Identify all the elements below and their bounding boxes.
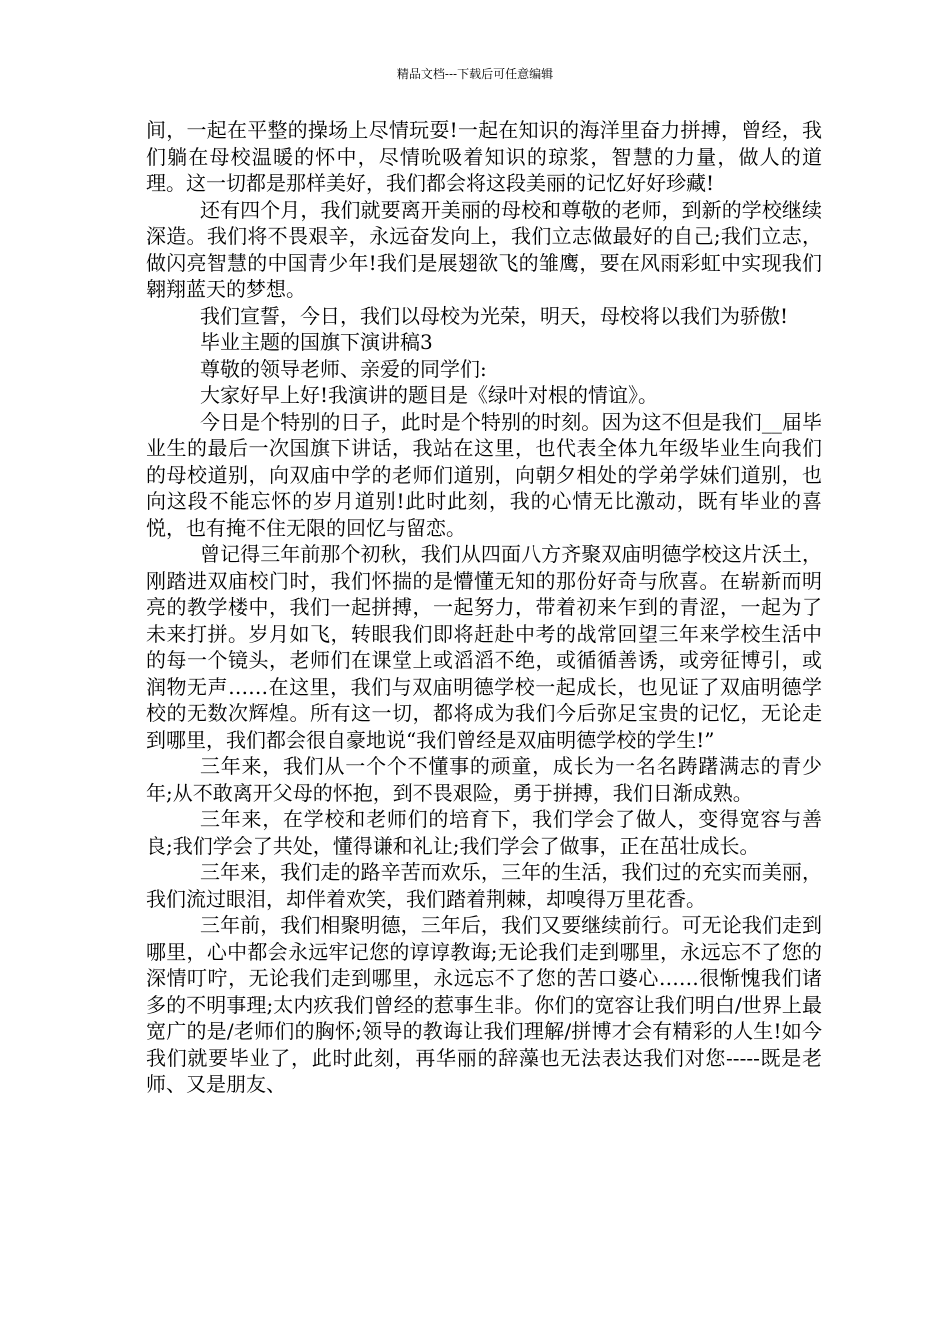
paragraph: 三年来，我们走的路辛苦而欢乐，三年的生活，我们过的充实而美丽，我们流过眼泪，却伴着欢笑，我们踏着荆棘，却嗅得万里花香。	[146, 860, 822, 911]
paragraph: 我们宣誓，今日，我们以母校为光荣，明天，母校将以我们为骄傲!	[200, 303, 789, 328]
paragraph: 三年来，在学校和老师们的培育下，我们学会了做人，变得宽容与善良;我们学会了共处，懂得谦和礼让;我们学会了做事，正在茁壮成长。	[146, 807, 822, 858]
paragraph: 三年来，我们从一个个不懂事的顽童，成长为一名名踌躇满志的青少年;从不敢离开父母的怀抱，到不畏艰险，勇于拼搏，我们日渐成熟。	[146, 754, 822, 805]
section-title: 毕业主题的国旗下演讲稿3	[200, 330, 433, 354]
paragraph: 曾记得三年前那个初秋，我们从四面八方齐聚双庙明德学校这片沃土，刚踏进双庙校门时，我们怀揣的是懵懂无知的那份好奇与欣喜。在崭新而明亮的教学楼中，我们一起拼搏，一起努力，带着初来乍到的青涩，一起为了未来打拼。岁月如飞，转眼我们即将赶赴中考的战常回望三年来学校生活中的每一个镜头，老师们在课堂上或滔滔不绝，或循循善诱，或旁征博引，或润物无声……在这里，我们与双庙明德学校一起成长，也见证了双庙明德学校的无数次辉煌。所有这一切，都将成为我们今后弥足宝贵的记忆，无论走到哪里，我们都会很自豪地说“我们曾经是双庙明德学校的学生!”	[146, 542, 822, 752]
paragraph: 间，一起在平整的操场上尽情玩耍!一起在知识的海洋里奋力拼搏，曾经，我们躺在母校温暖的怀中，尽情吮吸着知识的琼浆，智慧的力量，做人的道理。这一切都是那样美好，我们都会将这段美丽的记忆好好珍藏!	[146, 118, 822, 195]
paragraph: 还有四个月，我们就要离开美丽的母校和尊敬的老师，到新的学校继续深造。我们将不畏艰辛，永远奋发向上，我们立志做最好的自己;我们立志，做闪亮智慧的中国青少年!我们是展翅欲飞的雏鹰，要在风雨彩虹中实现我们翱翔蓝天的梦想。	[146, 197, 822, 301]
paragraph: 大家好早上好!我演讲的题目是《绿叶对根的情谊》。	[200, 383, 659, 407]
document-body	[146, 117, 822, 1098]
page-header: 精品文档---下载后可任意编辑	[396, 67, 554, 81]
salutation: 尊敬的领导老师、亲爱的同学们:	[200, 356, 487, 381]
paragraph: 今日是个特别的日子，此时是个特别的时刻。因为这不但是我们__届毕业生的最后一次国旗下讲话，我站在这里，也代表全体九年级毕业生向我们的母校道别，向双庙中学的老师们道别，向朝夕相处的学弟学妹们道别，也向这段不能忘怀的岁月道别!此时此刻，我的心情无比激动，既有毕业的喜悦，也有掩不住无限的回忆与留恋。	[146, 409, 822, 540]
paragraph: 三年前，我们相聚明德，三年后，我们又要继续前行。可无论我们走到哪里，心中都会永远牢记您的谆谆教诲;无论我们走到哪里，永远忘不了您的深情叮咛，无论我们走到哪里，永远忘不了您的苦口婆心……很惭愧我们诸多的不明事理;太内疚我们曾经的惹事生非。你们的宽容让我们明白/世界上最宽广的是/老师们的胸怀;领导的教诲让我们理解/拼博才会有精彩的人生!如今我们就要毕业了，此时此刻，再华丽的辞藻也无法表达我们对您-----既是老师、又是朋友、	[146, 913, 822, 1096]
